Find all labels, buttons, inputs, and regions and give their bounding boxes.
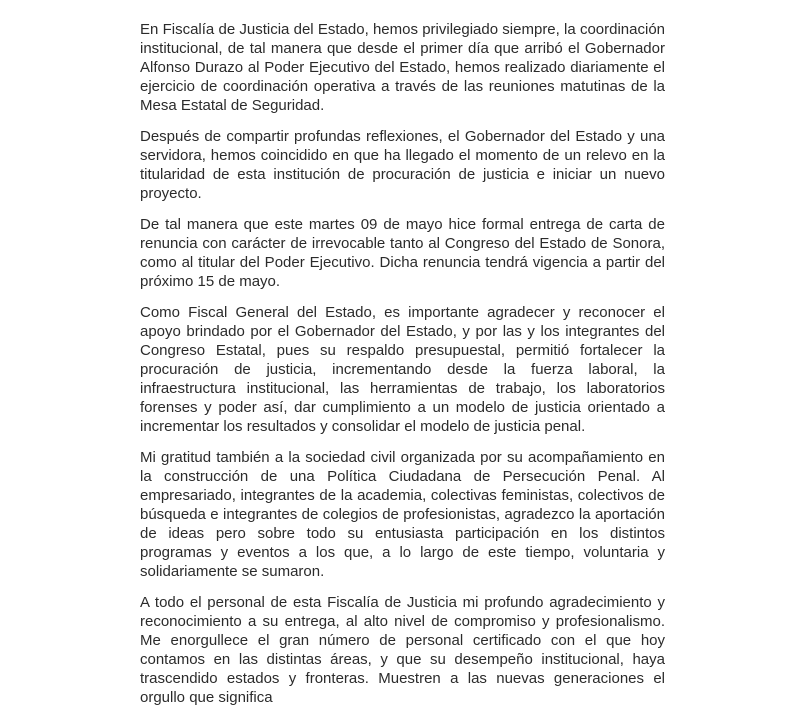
paragraph-reflections: Después de compartir profundas reflexiones, el Gobernador del Estado y una servidora, hemos coincidido en que ha llegado el momento de un relevo en la titularidad de esta institución de procuración de justicia e iniciar un nuevo proyecto. <box>140 128 665 202</box>
letter-body <box>140 20 665 719</box>
paragraph-civil-society: Mi gratitud también a la sociedad civil organizada por su acompañamiento en la construcción de una Política Ciudadana de Persecución Penal. Al empresariado, integrantes de la academia, colectivas feministas, colectivos de búsqueda e integrantes de colegios de profesionistas, agradezco la aportación de ideas pero sobre todo su entusiasta participación en los distintos programas y eventos a los que, a lo largo de este tiempo, voluntaria y solidariamente se sumaron. <box>140 449 665 580</box>
paragraph-coordination: En Fiscalía de Justicia del Estado, hemos privilegiado siempre, la coordinación institucional, de tal manera que desde el primer día que arribó el Gobernador Alfonso Durazo al Poder Ejecutivo del Estado, hemos realizado diariamente el ejercicio de coordinación operativa a través de las reuniones matutinas de la Mesa Estatal de Seguridad. <box>140 21 665 114</box>
paragraph-resignation: De tal manera que este martes 09 de mayo hice formal entrega de carta de renuncia con carácter de irrevocable tanto al Congreso del Estado de Sonora, como al titular del Poder Ejecutivo. Dicha renuncia tendrá vigencia a partir del próximo 15 de mayo. <box>140 216 665 290</box>
paragraph-acknowledgement: Como Fiscal General del Estado, es importante agradecer y reconocer el apoyo brindado por el Gobernador del Estado, y por las y los integrantes del Congreso Estatal, pues su respaldo presupuestal, permitió fortalecer la procuración de justicia, incrementando desde la fuerza laboral, la infraestructura institucional, las herramientas de trabajo, los laboratorios forenses y poder así, dar cumplimiento a un modelo de justicia orientado a incrementar los resultados y consolidar el modelo de justicia penal. <box>140 304 665 435</box>
paragraph-personnel: A todo el personal de esta Fiscalía de Justicia mi profundo agradecimiento y reconocimiento a su entrega, al alto nivel de compromiso y profesionalismo. Me enorgullece el gran número de personal certificado con el que hoy contamos en las distintas áreas, y que su desempeño institucional, haya trascendido estados y fronteras. Muestren a las nuevas generaciones el orgullo que significa <box>140 594 665 706</box>
